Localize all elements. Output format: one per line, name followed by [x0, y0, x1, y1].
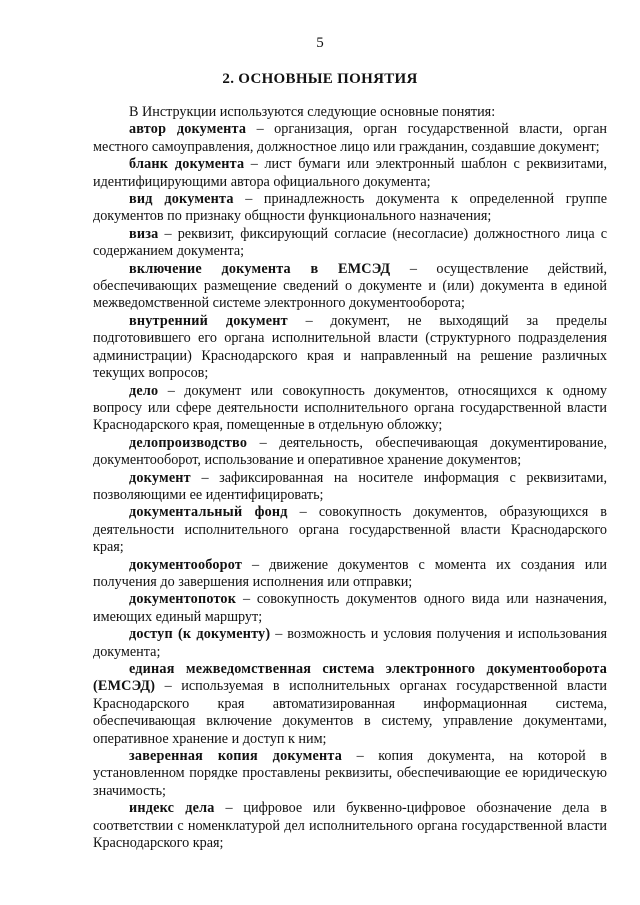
definition-paragraph [93, 800, 607, 852]
definition-text: – осуществление действий, обеспечивающих размещение сведений о документе и (или) документа в единой межведомственной системе электронного документооборота; [93, 260, 607, 312]
definition-text: – лист бумаги или электронный шаблон с реквизитами, идентифицирующими автора официального документа; [93, 156, 607, 190]
definition-text: – копия документа, на которой в установленном порядке проставлены реквизиты, обеспечивающие ее юридическую значимость; [93, 748, 607, 799]
definition-term: документопоток [129, 591, 237, 608]
definition-term: документальный фонд [129, 504, 288, 521]
definition-paragraph [93, 261, 607, 313]
definition-text: – используемая в исполнительных органах государственной власти Краснодарского края автоматизированная информационная система, обеспечивающая включение документов в систему, управление документами, оперативное хранение и доступ к ним; [93, 678, 607, 747]
page-number: 5 [316, 35, 324, 51]
definition-text: – совокупность документов, образующихся в деятельности исполнительного органа государственной власти Краснодарского края; [93, 504, 607, 556]
intro-paragraph: В Инструкции используются следующие основные понятия: [129, 104, 496, 120]
definition-term: единая межведомственная система электронного документооборота (ЕМСЭД) [93, 661, 607, 695]
definition-paragraph [93, 191, 607, 226]
definition-paragraph [93, 557, 607, 592]
definition-text: – зафиксированная на носителе информация с реквизитами, позволяющими ее идентифицировать; [93, 469, 607, 503]
definition-term: виза [129, 225, 159, 242]
definition-paragraph [93, 748, 607, 800]
definition-term: делопроизводство [129, 434, 248, 451]
definition-paragraph [93, 313, 607, 383]
definition-term: дело [129, 382, 159, 399]
definition-term: включение документа в ЕМСЭД [129, 260, 391, 277]
definition-paragraph [93, 661, 607, 748]
definition-text: – совокупность документов одного вида или назначения, имеющих единый маршрут; [93, 591, 607, 625]
definition-text: – движение документов с момента их создания или получения до завершения исполнения или отправки; [93, 556, 607, 590]
definition-text: – принадлежность документа к определенной группе документов по признаку общности функционального назначения; [93, 191, 608, 225]
definition-term: внутренний документ [129, 312, 288, 329]
definition-paragraph [93, 591, 607, 626]
definition-text: – организация, орган государственной власти, орган местного самоуправления, должностное лицо или гражданин, создавшие документ; [93, 121, 607, 155]
definition-paragraph [93, 383, 607, 435]
definition-term: документ [129, 469, 191, 486]
definition-paragraph [93, 435, 607, 470]
definition-paragraph [93, 226, 607, 261]
definition-term: бланк документа [129, 156, 245, 173]
definition-text: – документ, не выходящий за пределы подготовившего его органа исполнительной власти (структурного подразделения администрации) Краснодарского края и направленный на решение различных текущих вопросов; [93, 312, 608, 382]
definition-term: вид документа [129, 191, 234, 208]
definitions-body [93, 104, 607, 852]
definition-term: автор документа [129, 121, 247, 138]
definition-term: документооборот [129, 556, 243, 573]
definition-text: – реквизит, фиксирующий согласие (несогласие) должностного лица с содержанием документа; [93, 225, 607, 260]
definition-text: – документ или совокупность документов, относящихся к одному вопросу или сфере деятельности исполнительного органа государственной власти Краснодарского края, помещенные в отдельную обложку; [93, 382, 607, 434]
definition-paragraph [93, 504, 607, 556]
section-title: 2. ОСНОВНЫЕ ПОНЯТИЯ [222, 71, 418, 87]
definition-text: – деятельность, обеспечивающая документирование, документооборот, использование и оперативное хранение документов; [93, 434, 607, 469]
definition-term: индекс дела [129, 800, 215, 817]
definition-term: заверенная копия документа [129, 748, 343, 765]
definition-paragraph [93, 470, 607, 505]
definition-term: доступ (к документу) [129, 626, 271, 643]
definition-paragraph [93, 156, 607, 191]
definition-paragraph [93, 626, 607, 661]
definition-text: – возможность и условия получения и использования документа; [93, 626, 607, 660]
definition-text: – цифровое или буквенно-цифровое обозначение дела в соответствии с номенклатурой дел исполнительного органа государственной власти Краснодарского края; [93, 800, 607, 852]
definition-paragraph [93, 121, 607, 156]
